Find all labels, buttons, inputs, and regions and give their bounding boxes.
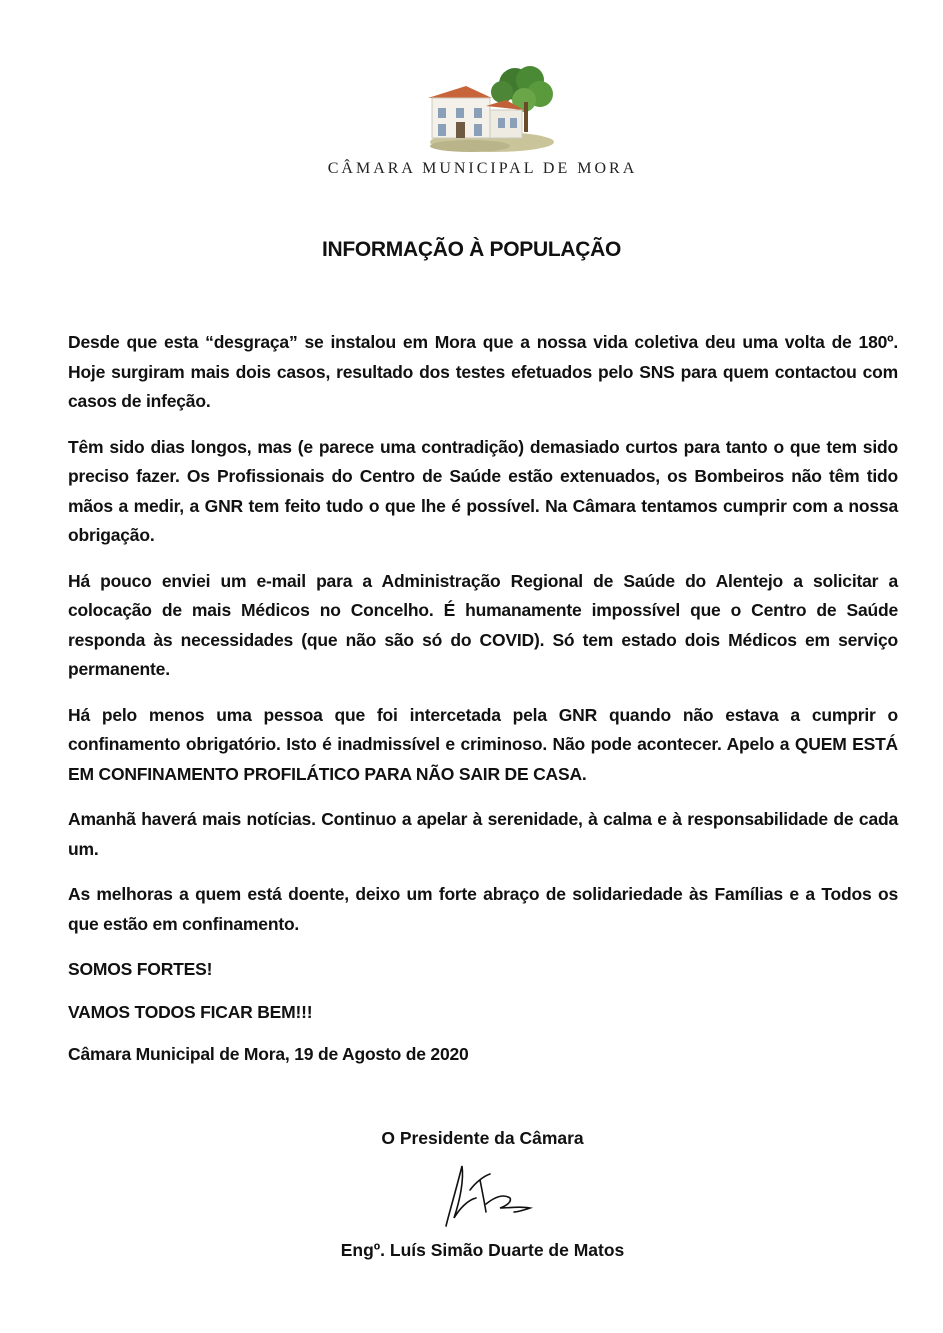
document-body xyxy=(68,328,898,1086)
paragraph: Têm sido dias longos, mas (e parece uma contradição) demasiado curtos para tanto o que tem sido preciso fazer. Os Profissionais do Centro de Saúde estão extenuados, os Bombeiros não têm tido mãos a medir, a GNR tem feito tudo o que lhe é possível. Na Câmara tentamos cumprir com a nossa obrigação. xyxy=(68,436,898,545)
paragraph: Amanhã haverá mais notícias. Continuo a apelar à serenidade, à calma e à responsabilidade de cada um. xyxy=(68,809,898,859)
town-hall-logo-icon xyxy=(420,62,555,154)
closing-slogan-2: VAMOS TODOS FICAR BEM!!! xyxy=(68,1001,313,1022)
paragraph: Desde que esta “desgraça” se instalou em Mora que a nossa vida coletiva deu uma volta de 180º. Hoje surgiram mais dois casos, resultado dos testes efetuados pelo SNS para quem contactou com casos de infeção. xyxy=(68,332,898,411)
signatory-role: O Presidente da Câmara xyxy=(381,1128,584,1148)
paragraph: Há pouco enviei um e-mail para a Administração Regional de Saúde do Alentejo a solicitar a colocação de mais Médicos no Concelho. É humanamente impossível que o Centro de Saúde responda às necessidades (que não são só do COVID). Só tem estado dois Médicos em serviço permanente. xyxy=(68,570,898,679)
closing-slogan-1: SOMOS FORTES! xyxy=(68,959,213,979)
organization-name: CÂMARA MUNICIPAL DE MORA xyxy=(327,160,638,177)
handwritten-signature-icon xyxy=(440,1160,540,1230)
paragraph: As melhoras a quem está doente, deixo um forte abraço de solidariedade às Famílias e a Todos os que estão em confinamento. xyxy=(68,884,898,934)
place-date: Câmara Municipal de Mora, 19 de Agosto de 2020 xyxy=(68,1044,469,1064)
signatory-name: Engº. Luís Simão Duarte de Matos xyxy=(340,1240,625,1260)
document-title: INFORMAÇÃO À POPULAÇÃO xyxy=(321,238,622,261)
paragraph: Há pelo menos uma pessoa que foi intercetada pela GNR quando não estava a cumprir o confinamento obrigatório. Isto é inadmissível e criminoso. Não pode acontecer. Apelo a QUEM ESTÁ EM CONFINAMENTO PROFILÁTICO PARA NÃO SAIR DE CASA. xyxy=(68,704,898,784)
